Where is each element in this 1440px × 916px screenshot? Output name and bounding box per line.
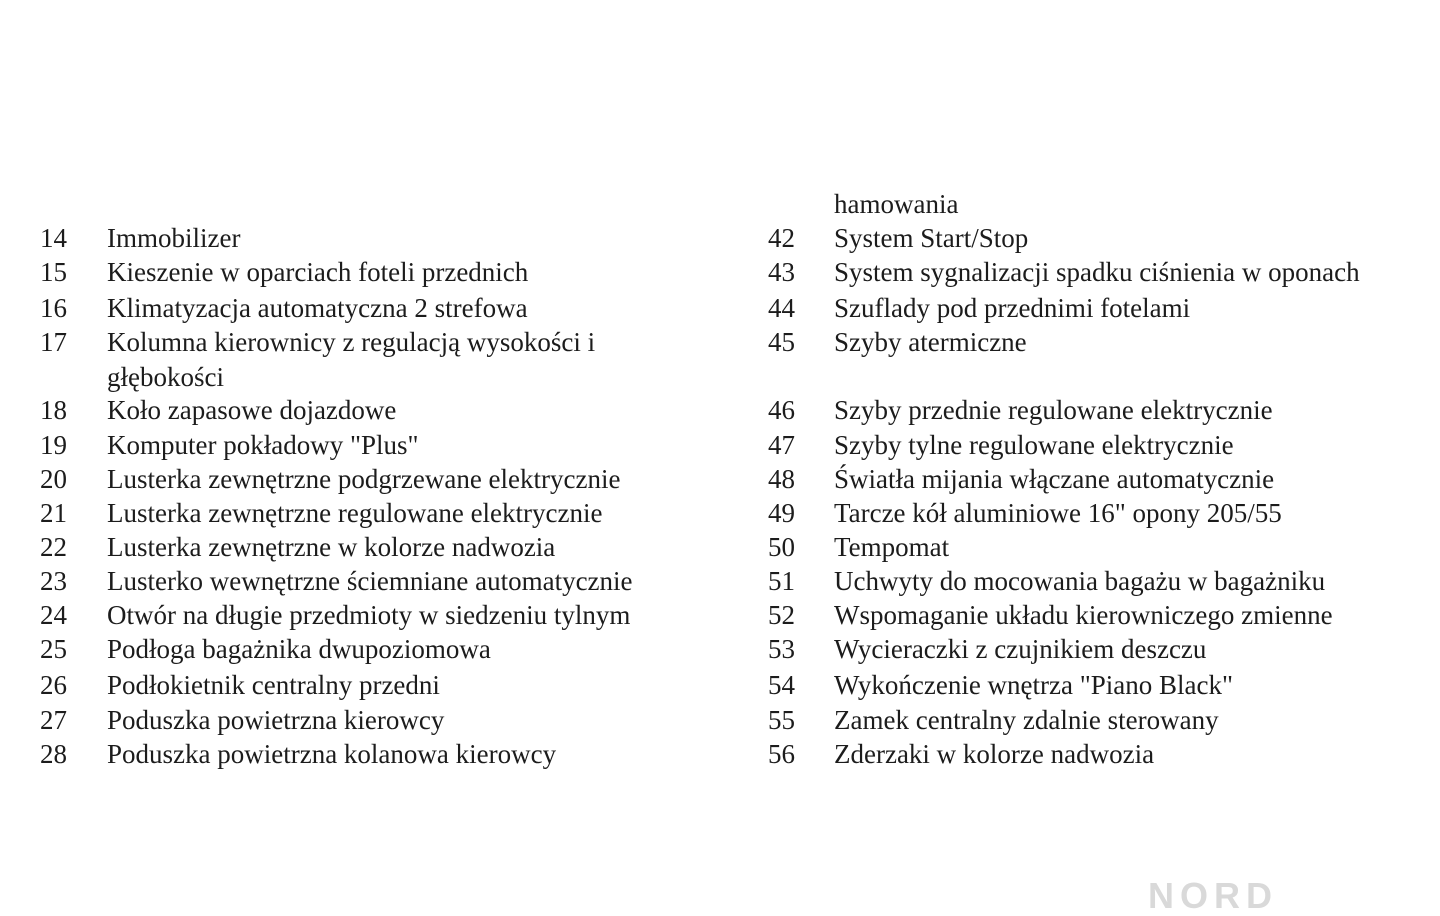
item-number: 47 xyxy=(768,430,795,460)
item-number: 28 xyxy=(40,739,67,769)
item-text: Kieszenie w oparciach foteli przednich xyxy=(107,257,529,287)
item-text: Lusterka zewnętrzne regulowane elektrycznie xyxy=(107,498,603,528)
item-text: Podłoga bagażnika dwupoziomowa xyxy=(107,634,491,664)
item-number: 54 xyxy=(768,670,795,700)
item-number: 49 xyxy=(768,498,795,528)
watermark-logo: NORD xyxy=(1148,875,1278,916)
item-text-continuation: głębokości xyxy=(107,362,224,392)
item-text: Szyby atermiczne xyxy=(834,327,1027,357)
item-text: Immobilizer xyxy=(107,223,241,253)
item-number: 27 xyxy=(40,705,67,735)
item-text: Otwór na długie przedmioty w siedzeniu tylnym xyxy=(107,600,631,630)
item-number: 17 xyxy=(40,327,67,357)
item-text: Poduszka powietrzna kierowcy xyxy=(107,705,445,735)
item-number: 21 xyxy=(40,498,67,528)
item-number: 44 xyxy=(768,293,795,323)
item-text: Zamek centralny zdalnie sterowany xyxy=(834,705,1219,735)
item-number: 56 xyxy=(768,739,795,769)
item-number: 23 xyxy=(40,566,67,596)
item-text: Klimatyzacja automatyczna 2 strefowa xyxy=(107,293,528,323)
item-number: 46 xyxy=(768,395,795,425)
item-number: 15 xyxy=(40,257,67,287)
item-number: 55 xyxy=(768,705,795,735)
item-text: System Start/Stop xyxy=(834,223,1029,253)
item-text: Komputer pokładowy "Plus" xyxy=(107,430,419,460)
item-text: Lusterka zewnętrzne podgrzewane elektrycznie xyxy=(107,464,621,494)
item-text: System sygnalizacji spadku ciśnienia w oponach xyxy=(834,257,1360,287)
item-number: 25 xyxy=(40,634,67,664)
item-text: Tempomat xyxy=(834,532,950,562)
item-text: Wycieraczki z czujnikiem deszczu xyxy=(834,634,1207,664)
item-number: 42 xyxy=(768,223,795,253)
item-number: 45 xyxy=(768,327,795,357)
item-number: 18 xyxy=(40,395,67,425)
item-text: Wykończenie wnętrza "Piano Black" xyxy=(834,670,1234,700)
item-number: 26 xyxy=(40,670,67,700)
item-text: Lusterka zewnętrzne w kolorze nadwozia xyxy=(107,532,556,562)
item-number: 24 xyxy=(40,600,67,630)
item-number: 48 xyxy=(768,464,795,494)
item-text: Wspomaganie układu kierowniczego zmienne xyxy=(834,600,1333,630)
item-text: Światła mijania włączane automatycznie xyxy=(834,464,1275,494)
item-text: Zderzaki w kolorze nadwozia xyxy=(834,739,1155,769)
item-text: Szyby tylne regulowane elektrycznie xyxy=(834,430,1234,460)
item-number: 51 xyxy=(768,566,795,596)
item-text: Podłokietnik centralny przedni xyxy=(107,670,440,700)
item-text: Szyby przednie regulowane elektrycznie xyxy=(834,395,1273,425)
item-number: 52 xyxy=(768,600,795,630)
item-number: 22 xyxy=(40,532,67,562)
item-number: 50 xyxy=(768,532,795,562)
item-text: Koło zapasowe dojazdowe xyxy=(107,395,397,425)
item-number: 14 xyxy=(40,223,67,253)
item-text: Szuflady pod przednimi fotelami xyxy=(834,293,1191,323)
item-number: 43 xyxy=(768,257,795,287)
item-number: 16 xyxy=(40,293,67,323)
item-text: Uchwyty do mocowania bagażu w bagażniku xyxy=(834,566,1326,596)
item-number: 20 xyxy=(40,464,67,494)
item-text: Lusterko wewnętrzne ściemniane automatycznie xyxy=(107,566,633,596)
item-text: Tarcze kół aluminiowe 16" opony 205/55 xyxy=(834,498,1282,528)
item-text: Poduszka powietrzna kolanowa kierowcy xyxy=(107,739,557,769)
item-number: 53 xyxy=(768,634,795,664)
item-text-carryover: hamowania xyxy=(834,189,959,219)
item-number: 19 xyxy=(40,430,67,460)
item-text: Kolumna kierownicy z regulacją wysokości i xyxy=(107,327,596,357)
